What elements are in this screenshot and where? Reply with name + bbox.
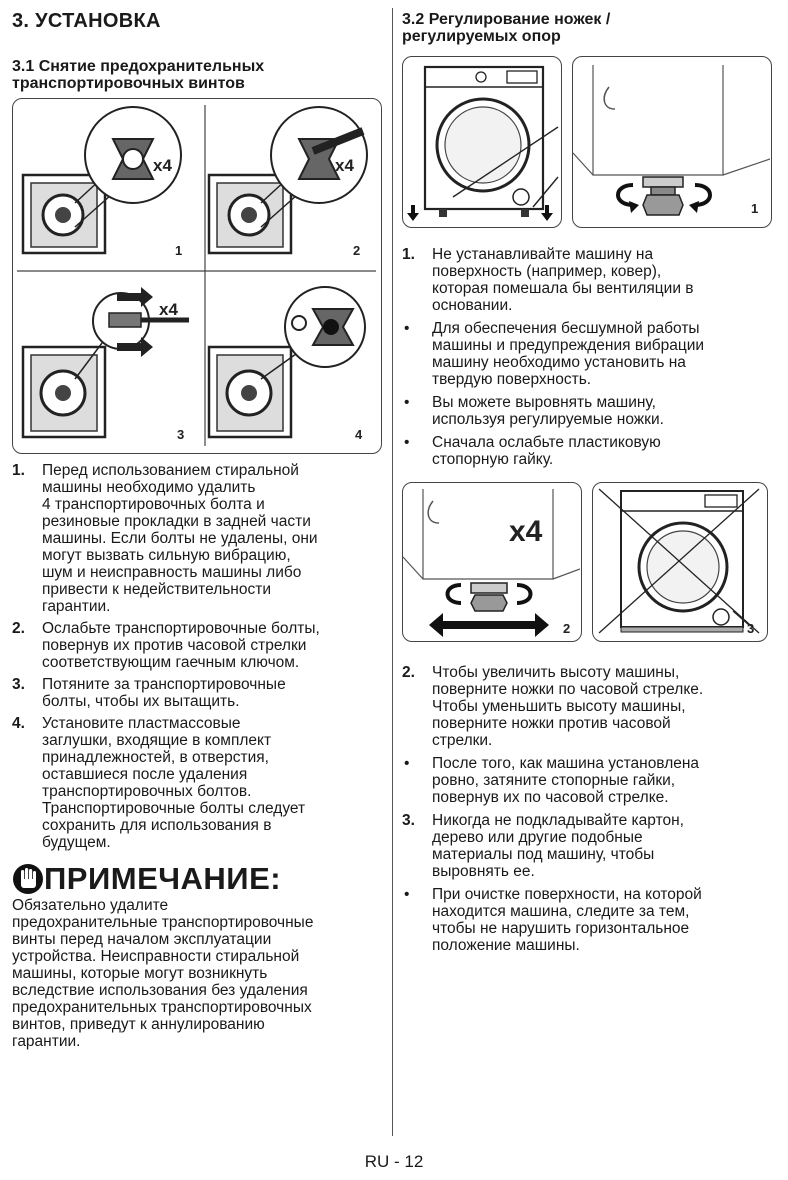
text-line: Не устанавливайте машину на xyxy=(432,246,654,263)
text-line: Транспортировочные болты следует xyxy=(42,800,306,817)
text-line: ровно, затяните стопорные гайки, xyxy=(432,772,676,789)
list-item xyxy=(402,664,774,749)
text-line: повернув их по часовой стрелке. xyxy=(432,789,669,806)
transport-screws-figure xyxy=(12,98,382,454)
text-line: которая помешала бы вентиляции в xyxy=(432,280,694,297)
feet-figure-level xyxy=(592,482,768,642)
subtitle-line: транспортировочных винтов xyxy=(12,75,245,92)
text-line: повернув их против часовой стрелки xyxy=(42,637,307,654)
feet-figures-bottom xyxy=(402,482,774,642)
figure-number: 2 xyxy=(563,621,571,636)
list-item xyxy=(12,715,384,851)
note-block xyxy=(12,861,384,1050)
text-line: машины необходимо удалить xyxy=(42,479,256,496)
subsection-title-feet xyxy=(402,11,774,45)
figure-number: 3 xyxy=(747,621,755,636)
text-line: поверните ножки по часовой стрелке. xyxy=(432,681,704,698)
note-text xyxy=(12,897,384,1050)
note-heading xyxy=(12,861,384,897)
text-line: выровнять ее. xyxy=(432,863,535,880)
figure-number: 2 xyxy=(353,243,361,258)
text-line: Чтобы уменьшить высоту машины, xyxy=(432,698,686,715)
text-line: используя регулируемые ножки. xyxy=(432,411,664,428)
feet-steps-list-a xyxy=(402,246,774,468)
text-line: стопорную гайку. xyxy=(432,451,554,468)
column-divider xyxy=(392,8,393,1136)
figure-number: 1 xyxy=(751,201,759,216)
text-line: Установите пластмассовые xyxy=(42,715,241,732)
feet-figure-loosen xyxy=(402,482,582,642)
figure-number: 3 xyxy=(177,427,185,442)
list-marker: 1. xyxy=(12,462,25,479)
list-marker: 2. xyxy=(12,620,25,637)
section-title: 3. УСТАНОВКА xyxy=(12,10,161,32)
text-line: оставшиеся после удаления xyxy=(42,766,248,783)
feet-figure-machine xyxy=(402,56,562,228)
x4-label: x4 xyxy=(159,300,178,319)
text-line: твердую поверхность. xyxy=(432,371,592,388)
text-line: стрелки. xyxy=(432,732,493,749)
warning-hand-icon xyxy=(12,861,44,897)
list-marker: 4. xyxy=(12,715,25,732)
text-line: дерево или другие подобные xyxy=(432,829,643,846)
list-marker: • xyxy=(404,394,410,411)
text-line: гарантии. xyxy=(42,598,111,615)
list-item xyxy=(402,434,774,468)
removal-steps-list xyxy=(12,462,384,851)
machine-front-illustration xyxy=(403,57,560,226)
text-line: материалы под машину, чтобы xyxy=(432,846,655,863)
note-line: машины, которые могут возникнуть xyxy=(12,965,268,982)
right-column xyxy=(402,8,774,954)
machine-back-3 xyxy=(23,347,105,437)
loosen-nut-illustration xyxy=(403,483,580,640)
x4-label: x4 xyxy=(509,515,543,548)
note-line: предохранительные транспортировочные xyxy=(12,914,314,931)
list-item xyxy=(12,462,384,615)
text-line: поверхность (например, ковер), xyxy=(432,263,662,280)
text-line: поверните ножки против часовой xyxy=(432,715,671,732)
list-marker: 1. xyxy=(402,246,415,263)
list-marker: • xyxy=(404,434,410,451)
list-item xyxy=(402,812,774,880)
machine-level-illustration xyxy=(593,483,766,640)
text-line: находится машина, следите за тем, xyxy=(432,903,690,920)
text-line: транспортировочных болтов. xyxy=(42,783,252,800)
machine-back-4 xyxy=(209,347,291,437)
text-line: машины. Если болты не удалены, они xyxy=(42,530,318,547)
list-marker: • xyxy=(404,320,410,337)
list-item xyxy=(12,676,384,710)
text-line: машины и предупреждения вибрации xyxy=(432,337,705,354)
list-item xyxy=(12,620,384,671)
adjustable-foot-illustration xyxy=(573,57,770,226)
text-line: соответствующим гаечным ключом. xyxy=(42,654,300,671)
note-line: винтов, приведут к аннулированию xyxy=(12,1016,265,1033)
text-line: Ослабьте транспортировочные болты, xyxy=(42,620,320,637)
text-line: будущем. xyxy=(42,834,111,851)
text-line: машину необходимо установить на xyxy=(432,354,686,371)
text-line: чтобы не нарушить горизонтальное xyxy=(432,920,690,937)
list-item xyxy=(402,886,774,954)
text-line: При очистке поверхности, на которой xyxy=(432,886,702,903)
list-item xyxy=(402,320,774,388)
subsection-title-transport-screws xyxy=(12,58,384,92)
note-title: ПРИМЕЧАНИЕ: xyxy=(44,861,282,896)
list-item xyxy=(402,246,774,314)
text-line: основании. xyxy=(432,297,513,314)
left-column xyxy=(12,8,384,1050)
text-line: резиновые прокладки в задней части xyxy=(42,513,311,530)
note-line: устройства. Неисправности стиральной xyxy=(12,948,300,965)
list-item xyxy=(402,394,774,428)
text-line: Сначала ослабьте пластиковую xyxy=(432,434,661,451)
text-line: 4 транспортировочных болта и xyxy=(42,496,265,513)
note-line: гарантии. xyxy=(12,1033,81,1050)
text-line: Чтобы увеличить высоту машины, xyxy=(432,664,680,681)
text-line: шум и неисправность машины либо xyxy=(42,564,302,581)
list-marker: • xyxy=(404,755,410,772)
list-marker: • xyxy=(404,886,410,903)
note-line: винты перед началом эксплуатации xyxy=(12,931,272,948)
text-line: сохранить для использования в xyxy=(42,817,272,834)
page-number: RU - 12 xyxy=(364,1152,424,1171)
text-line: Никогда не подкладывайте картон, xyxy=(432,812,684,829)
text-line: Перед использованием стиральной xyxy=(42,462,299,479)
list-item xyxy=(402,755,774,806)
subtitle-line: регулируемых опор xyxy=(402,28,561,45)
feet-figures-top xyxy=(402,56,774,228)
text-line: положение машины. xyxy=(432,937,580,954)
x4-label: x4 xyxy=(153,156,172,175)
list-marker: 3. xyxy=(12,676,25,693)
subtitle-line: 3.2 Регулирование ножек / xyxy=(402,11,611,28)
text-line: могут вызвать сильную вибрацию, xyxy=(42,547,291,564)
text-line: болты, чтобы их вытащить. xyxy=(42,693,240,710)
transport-screws-illustration xyxy=(13,99,380,452)
text-line: Вы можете выровнять машину, xyxy=(432,394,656,411)
text-line: Для обеспечения бесшумной работы xyxy=(432,320,700,337)
list-marker: 2. xyxy=(402,664,415,681)
text-line: принадлежностей, в отверстия, xyxy=(42,749,269,766)
note-line: вследствие использования без удаления xyxy=(12,982,308,999)
figure-number: 1 xyxy=(175,243,183,258)
text-line: Потяните за транспортировочные xyxy=(42,676,286,693)
list-marker: 3. xyxy=(402,812,415,829)
subtitle-line: 3.1 Снятие предохранительных xyxy=(12,58,265,75)
note-line: предохранительных транспортировочных xyxy=(12,999,312,1016)
text-line: заглушки, входящие в комплект xyxy=(42,732,272,749)
feet-figure-foot xyxy=(572,56,772,228)
note-line: Обязательно удалите xyxy=(12,897,169,914)
figure-number: 4 xyxy=(355,427,363,442)
text-line: После того, как машина установлена xyxy=(432,755,700,772)
feet-steps-list-b xyxy=(402,664,774,954)
text-line: привести к недействительности xyxy=(42,581,271,598)
x4-label: x4 xyxy=(335,156,354,175)
